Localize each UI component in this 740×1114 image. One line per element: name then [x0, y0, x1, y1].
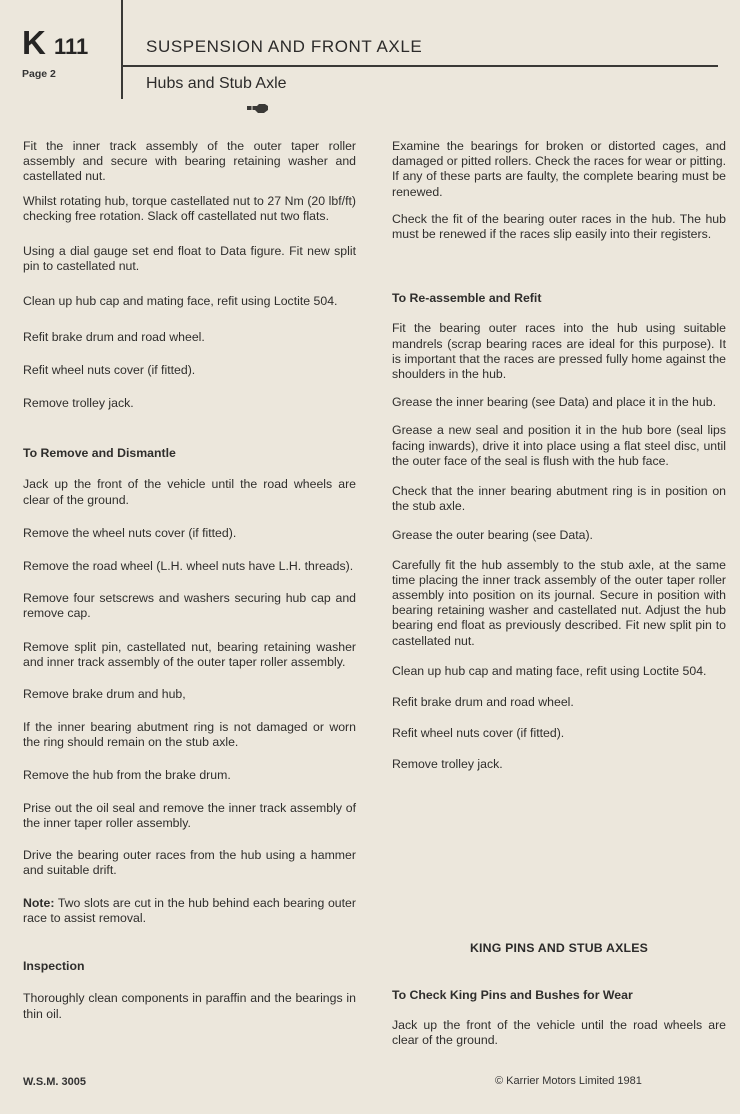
paragraph: Grease a new seal and position it in the hub bore (seal lips facing inwards), drive it into place using a flat steel disc, until the outer face of the seal is flush with the hub face.: [392, 423, 726, 468]
note-paragraph: [23, 896, 356, 926]
paragraph: Grease the inner bearing (see Data) and place it in the hub.: [392, 395, 717, 410]
section-heading-inspection: Inspection: [23, 959, 85, 974]
page-title: SUSPENSION AND FRONT AXLE: [146, 37, 423, 56]
page-subtitle: Hubs and Stub Axle: [146, 75, 287, 92]
note-label: Note:: [23, 895, 55, 910]
paragraph: Fit the bearing outer races into the hub using suitable mandrels (scrap bearing races are ideal for this purpose). It is important that the races are pressed fully home against the shoulders in the hub.: [392, 321, 726, 382]
paragraph: Remove the wheel nuts cover (if fitted).: [23, 525, 237, 540]
paragraph: Refit wheel nuts cover (if fitted).: [392, 726, 565, 741]
paragraph: Grease the outer bearing (see Data).: [392, 528, 593, 543]
section-code-number: 111: [54, 34, 89, 59]
header-vertical-rule: [121, 0, 123, 99]
paragraph: Refit wheel nuts cover (if fitted).: [23, 362, 196, 377]
footer-manual-number: W.S.M. 3005: [23, 1076, 86, 1088]
king-pins-section-heading: KING PINS AND STUB AXLES: [469, 941, 649, 955]
paragraph: Remove trolley jack.: [392, 757, 503, 772]
paragraph: Refit brake drum and road wheel.: [23, 329, 205, 344]
paragraph: Remove the road wheel (L.H. wheel nuts have L.H. threads).: [23, 559, 354, 574]
section-heading-remove-dismantle: To Remove and Dismantle: [23, 446, 176, 461]
section-code-letter: K: [22, 24, 46, 61]
king-pins-section: [392, 988, 726, 1049]
paragraph: Refit brake drum and road wheel.: [392, 695, 574, 710]
note-text: Two slots are cut in the hub behind each bearing outer race to assist removal.: [23, 895, 356, 925]
paragraph: Fit the inner track assembly of the outer taper roller assembly and secure with bearing retaining washer and castellated nut.: [23, 139, 356, 184]
paragraph: Jack up the front of the vehicle until the road wheels are clear of the ground.: [392, 1018, 726, 1048]
paragraph: Using a dial gauge set end float to Data figure. Fit new split pin to castellated nut.: [23, 244, 356, 274]
paragraph: Clean up hub cap and mating face, refit using Loctite 504.: [23, 294, 338, 309]
paragraph: Remove brake drum and hub,: [23, 687, 186, 702]
paragraph: Clean up hub cap and mating face, refit using Loctite 504.: [392, 663, 707, 678]
paragraph: Remove the hub from the brake drum.: [23, 767, 231, 782]
pointing-hand-icon: [246, 100, 270, 116]
section-heading-check-king-pins: To Check King Pins and Bushes for Wear: [392, 988, 633, 1002]
paragraph: Drive the bearing outer races from the hub using a hammer and suitable drift.: [23, 848, 356, 878]
paragraph: Remove four setscrews and washers securing hub cap and remove cap.: [23, 591, 356, 621]
paragraph: Check the fit of the bearing outer races in the hub. The hub must be renewed if the races slip easily into their registers.: [392, 211, 726, 242]
footer-copyright: © Karrier Motors Limited 1981: [495, 1075, 642, 1087]
paragraph: Jack up the front of the vehicle until the road wheels are clear of the ground.: [23, 477, 356, 507]
paragraph: Check that the inner bearing abutment ring is in position on the stub axle.: [392, 484, 726, 514]
left-column: [23, 139, 356, 1022]
section-code: [22, 26, 88, 64]
paragraph: If the inner bearing abutment ring is not damaged or worn the ring should remain on the stub axle.: [23, 720, 356, 750]
paragraph: Prise out the oil seal and remove the inner track assembly of the inner taper roller assembly.: [23, 800, 356, 831]
header-horizontal-rule: [121, 65, 718, 67]
page-code-block: [22, 26, 88, 80]
paragraph: Examine the bearings for broken or distorted cages, and damaged or pitted rollers. Check the races for wear or pitting. If any of these parts are faulty, the complete bearing must be renewed.: [392, 139, 726, 199]
section-heading-reassemble-refit: To Re-assemble and Refit: [392, 291, 542, 306]
paragraph: Thoroughly clean components in paraffin and the bearings in thin oil.: [23, 991, 356, 1021]
paragraph: Remove split pin, castellated nut, bearing retaining washer and inner track assembly of the outer taper roller assembly.: [23, 639, 356, 669]
paragraph: Whilst rotating hub, torque castellated nut to 27 Nm (20 lbf/ft) checking free rotation. Slack off castellated nut two flats.: [23, 193, 356, 223]
right-column: [392, 139, 726, 773]
paragraph: Carefully fit the hub assembly to the stub axle, at the same time placing the inner track assembly of the outer taper roller assembly into position on its journal. Secure in position with bearing retaining washer and castellated nut. Adjust the hub bearing end float as previously described. Fit new split pin to castellated nut.: [392, 557, 726, 648]
page-number-label: Page 2: [22, 68, 56, 80]
paragraph: Remove trolley jack.: [23, 396, 134, 411]
